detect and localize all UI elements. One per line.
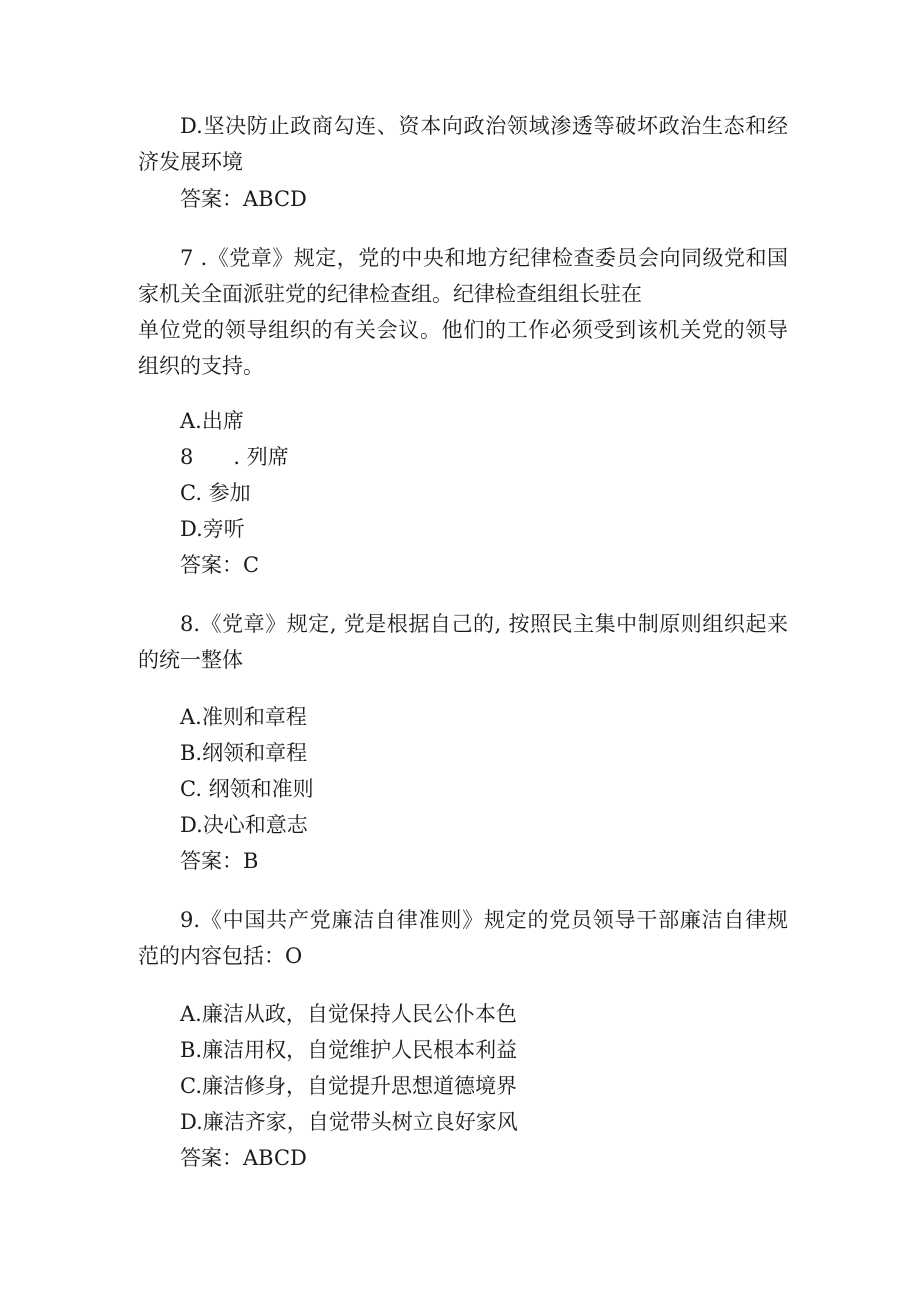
q9-option-a: A.廉洁从政，自觉保持人民公仆本色 [180, 1002, 517, 1026]
q9-answer: 答案：ABCD [180, 1146, 307, 1170]
q7-stem-line2: 家机关全面派驻党的纪律检查组。纪律检查组组长驻在 [138, 282, 642, 306]
q8-option-a: A.准则和章程 [180, 705, 307, 729]
q7-option-b [180, 439, 788, 475]
q6-option-d-line2: 济发展环境 [138, 150, 243, 174]
q7-option-b-number: 8 [180, 445, 194, 469]
q8-option-d: D.决心和意志 [180, 813, 308, 837]
q7-stem-line4: 组织的支持。 [138, 354, 264, 378]
q7-stem-line1: 7 .《党章》规定，党的中央和地方纪律检查委员会向同级党和国 [180, 246, 788, 270]
q6-option-d-line1: D.坚决防止政商勾连、资本向政治领域渗透等破坏政治生态和经 [180, 114, 788, 138]
q8-option-c: C. 纲领和准则 [180, 777, 314, 801]
q9-stem-line1: 9.《中国共产党廉洁自律准则》规定的党员领导干部廉洁自律规 [180, 908, 788, 932]
q7-option-c: C. 参加 [180, 481, 251, 505]
q7-option-a: A.出席 [180, 409, 244, 433]
q8-stem-line1: 8.《党章》规定, 党是根据自己的, 按照民主集中制原则组织起来 [180, 612, 788, 636]
q6-answer: 答案：ABCD [180, 187, 307, 211]
q7-option-d: D.旁听 [180, 517, 245, 541]
q8-option-b: B.纲领和章程 [180, 741, 308, 765]
q9-option-b: B.廉洁用权，自觉维护人民根本利益 [180, 1038, 518, 1062]
q7-option-b-text: . 列席 [233, 445, 289, 469]
q8-answer: 答案：B [180, 849, 259, 873]
q9-stem-line2: 范的内容包括：O [138, 944, 303, 968]
q9-option-c: C.廉洁修身，自觉提升思想道德境界 [180, 1074, 517, 1098]
q8-stem-line2: 的统一整体 [138, 648, 243, 672]
q7-answer: 答案：C [180, 553, 260, 577]
q7-stem-line3: 单位党的领导组织的有关会议。他们的工作必须受到该机关党的领导 [138, 318, 788, 342]
q9-option-d: D.廉洁齐家，自觉带头树立良好家风 [180, 1110, 518, 1134]
